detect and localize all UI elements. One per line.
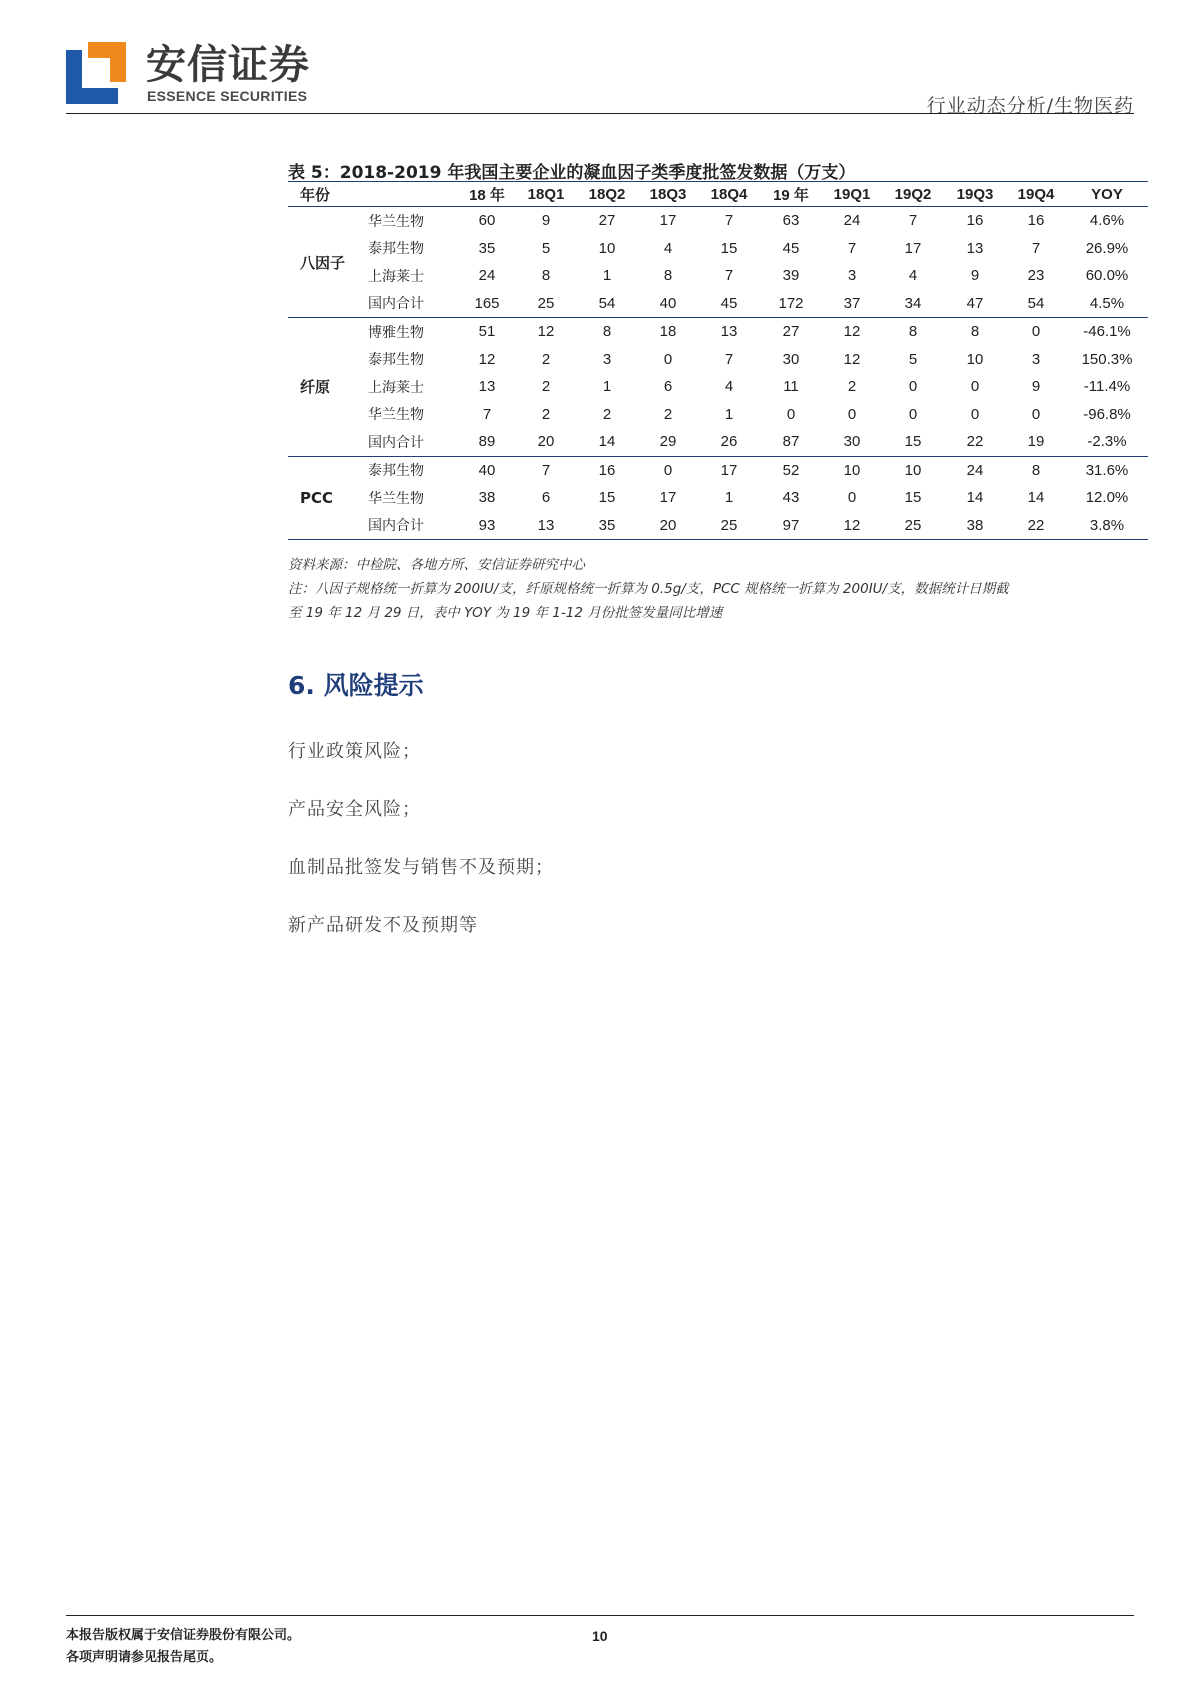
value-cell: 8 xyxy=(541,267,551,285)
value-cell: 3 xyxy=(847,267,857,285)
table-row xyxy=(288,484,1148,512)
value-cell: 2 xyxy=(663,405,673,423)
company-cell: 国内合计 xyxy=(368,434,424,451)
value-cell: 12.0% xyxy=(1085,489,1129,507)
value-cell: 0 xyxy=(970,405,980,423)
value-cell: 27 xyxy=(782,323,800,341)
value-cell: 2 xyxy=(602,405,612,423)
company-cell: 上海莱士 xyxy=(368,268,424,285)
value-cell: 31.6% xyxy=(1085,461,1129,479)
value-cell: 12 xyxy=(843,350,861,368)
value-cell: 38 xyxy=(966,516,984,534)
value-cell: 24 xyxy=(843,212,861,230)
value-cell: 7 xyxy=(724,212,734,230)
value-cell: 45 xyxy=(782,239,800,257)
value-cell: 4 xyxy=(908,267,918,285)
company-cell: 博雅生物 xyxy=(368,324,424,341)
table-group-factor-viii xyxy=(288,207,1148,318)
column-header: 18 年 xyxy=(469,186,505,204)
value-cell: 40 xyxy=(659,294,677,312)
risk-item: 新产品研发不及预期等 xyxy=(288,915,478,936)
value-cell: 52 xyxy=(782,461,800,479)
value-cell: 30 xyxy=(782,350,800,368)
column-header: 19Q4 xyxy=(1017,185,1055,203)
value-cell: 39 xyxy=(782,267,800,285)
value-cell: 24 xyxy=(966,461,984,479)
column-header: 19Q2 xyxy=(894,185,932,203)
value-cell: 63 xyxy=(782,212,800,230)
header-divider xyxy=(66,113,1134,114)
value-cell: 60 xyxy=(478,212,496,230)
value-cell: 30 xyxy=(843,433,861,451)
value-cell: 0 xyxy=(1031,405,1041,423)
category-cell: PCC xyxy=(300,488,334,507)
page-number: 10 xyxy=(592,1628,608,1644)
value-cell: 38 xyxy=(478,489,496,507)
value-cell: 2 xyxy=(541,405,551,423)
value-cell: 1 xyxy=(724,405,734,423)
value-cell: 10 xyxy=(843,461,861,479)
category-cell: 八因子 xyxy=(300,253,346,272)
table-row xyxy=(288,262,1148,290)
value-cell: 97 xyxy=(782,516,800,534)
value-cell: 8 xyxy=(1031,461,1041,479)
value-cell: 19 xyxy=(1027,433,1045,451)
table-row xyxy=(288,346,1148,374)
logo-chinese-name: 安信证券 xyxy=(146,42,310,88)
value-cell: 2 xyxy=(847,378,857,396)
value-cell: 20 xyxy=(537,433,555,451)
value-cell: 7 xyxy=(482,405,492,423)
value-cell: 45 xyxy=(720,294,738,312)
value-cell: 22 xyxy=(966,433,984,451)
value-cell: 4.6% xyxy=(1089,212,1125,230)
company-cell: 华兰生物 xyxy=(368,490,424,507)
value-cell: 1 xyxy=(602,378,612,396)
value-cell: 9 xyxy=(970,267,980,285)
column-header: 19 年 xyxy=(773,186,809,204)
table-note: 注：八因子规格统一折算为 200IU/支，纤原规格统一折算为 0.5g/支，PCC 规格统一折算为 200IU/支，数据统计日期截 xyxy=(288,581,1009,597)
value-cell: 18 xyxy=(659,323,677,341)
value-cell: 51 xyxy=(478,323,496,341)
value-cell: 26.9% xyxy=(1085,239,1129,257)
table-note-continued: 至 19 年 12 月 29 日，表中 YOY 为 19 年 1-12 月份批签发量同比增速 xyxy=(288,605,723,621)
table-row xyxy=(288,318,1148,346)
company-cell: 华兰生物 xyxy=(368,213,424,230)
company-cell: 国内合计 xyxy=(368,518,424,535)
table-row xyxy=(288,456,1148,484)
report-section-label: 行业动态分析/生物医药 xyxy=(926,95,1134,117)
value-cell: 6 xyxy=(663,378,673,396)
company-cell: 泰邦生物 xyxy=(368,463,424,480)
footer-statement: 各项声明请参见报告尾页。 xyxy=(66,1650,223,1665)
value-cell: 12 xyxy=(537,323,555,341)
footer-copyright: 本报告版权属于安信证券股份有限公司。 xyxy=(66,1628,301,1643)
table-row xyxy=(288,207,1148,235)
value-cell: 7 xyxy=(847,239,857,257)
value-cell: 5 xyxy=(908,350,918,368)
value-cell: 0 xyxy=(847,405,857,423)
column-header: 19Q3 xyxy=(956,185,994,203)
company-cell: 国内合计 xyxy=(368,296,424,313)
table-title: 表 5：2018-2019 年我国主要企业的凝血因子类季度批签发数据（万支） xyxy=(288,163,856,183)
value-cell: -46.1% xyxy=(1083,323,1131,341)
company-logo-icon xyxy=(66,42,126,104)
company-cell: 华兰生物 xyxy=(368,407,424,424)
value-cell: 0 xyxy=(847,489,857,507)
value-cell: 1 xyxy=(724,489,734,507)
value-cell: 150.3% xyxy=(1081,350,1133,368)
value-cell: -11.4% xyxy=(1083,378,1131,396)
table-source: 资料来源：中检院、各地方所、安信证券研究中心 xyxy=(288,557,585,573)
value-cell: 14 xyxy=(1027,489,1045,507)
value-cell: 165 xyxy=(474,294,500,312)
risk-item: 血制品批签发与销售不及预期； xyxy=(288,857,554,878)
value-cell: 10 xyxy=(904,461,922,479)
table-row xyxy=(288,290,1148,318)
value-cell: 23 xyxy=(1027,267,1045,285)
value-cell: 54 xyxy=(1027,294,1045,312)
value-cell: 8 xyxy=(602,323,612,341)
column-header: 18Q3 xyxy=(649,185,687,203)
value-cell: 0 xyxy=(1031,323,1041,341)
value-cell: 7 xyxy=(724,267,734,285)
value-cell: 12 xyxy=(478,350,496,368)
value-cell: 0 xyxy=(970,378,980,396)
value-cell: 4 xyxy=(663,239,673,257)
value-cell: 87 xyxy=(782,433,800,451)
value-cell: 0 xyxy=(908,378,918,396)
value-cell: 29 xyxy=(659,433,677,451)
logo-english-name: ESSENCE SECURITIES xyxy=(147,88,308,104)
value-cell: 15 xyxy=(904,433,922,451)
value-cell: 16 xyxy=(1027,212,1045,230)
value-cell: 14 xyxy=(598,433,616,451)
value-cell: 5 xyxy=(541,239,551,257)
value-cell: 16 xyxy=(966,212,984,230)
column-header: YOY xyxy=(1091,185,1123,203)
value-cell: 24 xyxy=(478,267,496,285)
company-cell: 上海莱士 xyxy=(368,379,424,396)
value-cell: 0 xyxy=(908,405,918,423)
table-header-row xyxy=(288,182,1148,207)
table-row xyxy=(288,401,1148,429)
risk-item: 行业政策风险； xyxy=(288,741,421,762)
value-cell: 60.0% xyxy=(1085,267,1129,285)
value-cell: 15 xyxy=(904,489,922,507)
value-cell: 25 xyxy=(904,516,922,534)
value-cell: 10 xyxy=(598,239,616,257)
value-cell: 13 xyxy=(966,239,984,257)
company-cell: 泰邦生物 xyxy=(368,241,424,258)
value-cell: 37 xyxy=(843,294,861,312)
value-cell: 22 xyxy=(1027,516,1045,534)
value-cell: 0 xyxy=(663,350,673,368)
value-cell: 3.8% xyxy=(1089,516,1125,534)
table-row xyxy=(288,235,1148,263)
value-cell: 15 xyxy=(720,239,738,257)
column-header: 19Q1 xyxy=(833,185,871,203)
value-cell: 15 xyxy=(598,489,616,507)
value-cell: 25 xyxy=(720,516,738,534)
value-cell: 2 xyxy=(541,350,551,368)
company-cell: 泰邦生物 xyxy=(368,352,424,369)
value-cell: 34 xyxy=(904,294,922,312)
footer-divider xyxy=(66,1615,1134,1616)
value-cell: -2.3% xyxy=(1087,433,1127,451)
value-cell: 9 xyxy=(1031,378,1041,396)
risk-item: 产品安全风险； xyxy=(288,799,421,820)
value-cell: 8 xyxy=(663,267,673,285)
value-cell: 27 xyxy=(598,212,616,230)
table-group-pcc xyxy=(288,456,1148,540)
value-cell: 7 xyxy=(724,350,734,368)
value-cell: 7 xyxy=(541,461,551,479)
value-cell: 17 xyxy=(904,239,922,257)
value-cell: 13 xyxy=(478,378,496,396)
value-cell: 26 xyxy=(720,433,738,451)
value-cell: 4 xyxy=(724,378,734,396)
section-heading: 6. 风险提示 xyxy=(288,671,424,700)
value-cell: 3 xyxy=(602,350,612,368)
value-cell: 54 xyxy=(598,294,616,312)
value-cell: 8 xyxy=(970,323,980,341)
column-header: 年份 xyxy=(300,185,331,204)
value-cell: 25 xyxy=(537,294,555,312)
value-cell: 10 xyxy=(966,350,984,368)
value-cell: 7 xyxy=(908,212,918,230)
value-cell: 17 xyxy=(659,489,677,507)
value-cell: 12 xyxy=(843,516,861,534)
category-cell: 纤原 xyxy=(300,378,331,397)
value-cell: 35 xyxy=(598,516,616,534)
value-cell: 13 xyxy=(537,516,555,534)
value-cell: 35 xyxy=(478,239,496,257)
value-cell: 17 xyxy=(659,212,677,230)
value-cell: 14 xyxy=(966,489,984,507)
value-cell: -96.8% xyxy=(1083,405,1131,423)
table-row xyxy=(288,428,1148,456)
value-cell: 4.5% xyxy=(1089,294,1125,312)
footer-disclaimer xyxy=(66,1625,300,1669)
value-cell: 3 xyxy=(1031,350,1041,368)
table-group-fibrinogen xyxy=(288,318,1148,457)
value-cell: 0 xyxy=(663,461,673,479)
column-header: 18Q2 xyxy=(588,185,626,203)
value-cell: 20 xyxy=(659,516,677,534)
value-cell: 93 xyxy=(478,516,496,534)
value-cell: 89 xyxy=(478,433,496,451)
value-cell: 17 xyxy=(720,461,738,479)
value-cell: 9 xyxy=(541,212,551,230)
value-cell: 12 xyxy=(843,323,861,341)
value-cell: 2 xyxy=(541,378,551,396)
column-header: 18Q1 xyxy=(527,185,565,203)
value-cell: 43 xyxy=(782,489,800,507)
value-cell: 13 xyxy=(720,323,738,341)
value-cell: 40 xyxy=(478,461,496,479)
value-cell: 7 xyxy=(1031,239,1041,257)
value-cell: 0 xyxy=(786,405,796,423)
value-cell: 8 xyxy=(908,323,918,341)
value-cell: 1 xyxy=(602,267,612,285)
value-cell: 47 xyxy=(966,294,984,312)
table-row xyxy=(288,373,1148,401)
coagulation-factor-table xyxy=(288,181,1148,540)
value-cell: 16 xyxy=(598,461,616,479)
value-cell: 172 xyxy=(778,294,804,312)
value-cell: 11 xyxy=(783,378,799,396)
value-cell: 6 xyxy=(541,489,551,507)
column-header: 18Q4 xyxy=(710,185,748,203)
table-row xyxy=(288,512,1148,540)
